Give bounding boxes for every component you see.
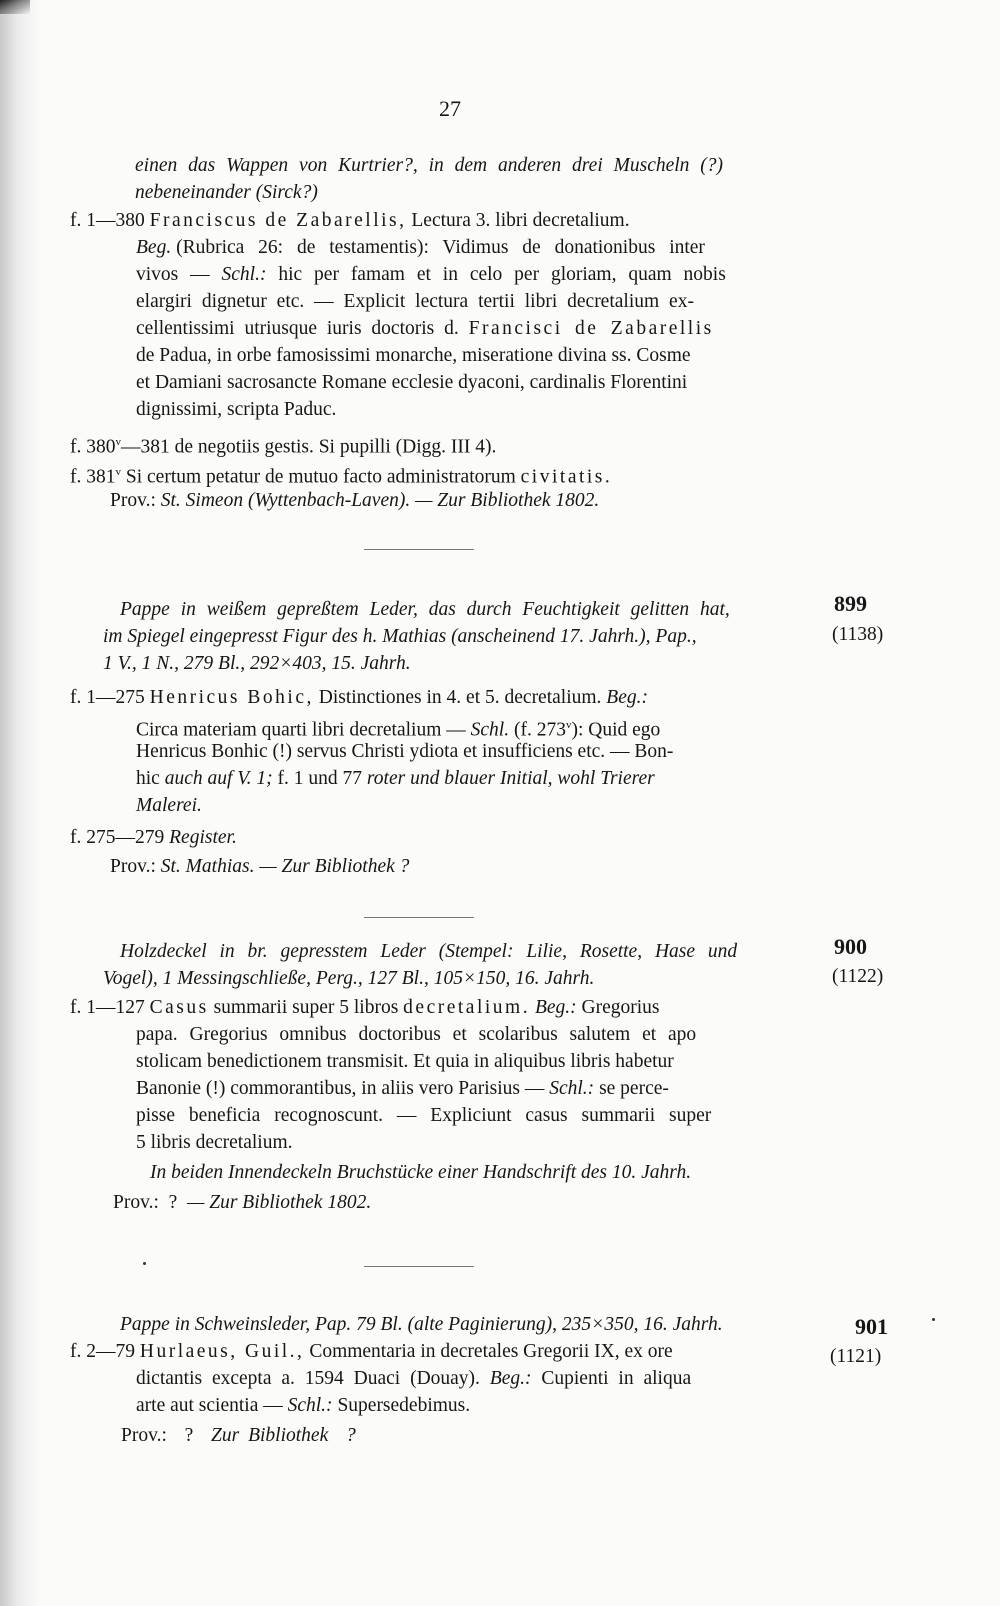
continuation-line-1: einen das Wappen von Kurtrier?, in dem anderen drei Muscheln (?)	[135, 155, 724, 176]
folio-item	[70, 995, 660, 1021]
spaced-name: Francisci de Zabarellis	[468, 318, 714, 339]
item-text-line: pisse beneficia recognoscunt. — Expliciunt casus summarii super	[136, 1105, 712, 1126]
section-divider	[364, 1266, 474, 1267]
item-author: Henricus Bohic,	[149, 687, 314, 708]
binding-description-line: Pappe in Schweinsleder, Pap. 79 Bl. (alte Paginierung), 235×350, 16. Jahrh.	[120, 1314, 723, 1335]
item-text-line	[136, 262, 726, 288]
text: Circa materiam quarti libri decretalium —	[136, 719, 466, 741]
text: arte aut scientia —	[136, 1395, 283, 1416]
text: (Rubrica 26: de testamentis): Vidimus de donationibus inter	[176, 237, 705, 258]
item-text-line: de Padua, in orbe famosissimi monarche, miseratione divina ss. Cosme	[136, 345, 691, 366]
paper-speck	[143, 1262, 146, 1265]
beg-label: Beg.	[136, 237, 172, 258]
item-text-line: dignissimi, scripta Paduc.	[136, 399, 337, 420]
prov-unknown: ?	[345, 1425, 356, 1446]
item-text-line	[136, 1076, 669, 1102]
folio-range: f. 380	[70, 436, 116, 458]
spaced-title: Casus	[149, 997, 209, 1018]
folio-range: f. 381	[70, 466, 116, 488]
provenance-line	[110, 488, 599, 514]
item-text-line: Malerei.	[136, 795, 202, 816]
text: Gregorius	[581, 997, 660, 1018]
text: cellentissimi utriusque iuris doctoris d.	[136, 318, 459, 339]
schl-label: Schl.	[470, 719, 510, 741]
paper-speck	[932, 1318, 935, 1321]
folio-range: f. 1—380	[70, 210, 145, 231]
text: Banonie (!) commorantibus, in aliis vero Parisius —	[136, 1078, 545, 1099]
prov-label: Prov.:	[110, 856, 156, 877]
shelfmark: (1121)	[830, 1346, 882, 1367]
shelfmark: (1138)	[832, 624, 884, 645]
folio-range: f. 275—279	[70, 827, 165, 848]
text: se perce-	[599, 1078, 669, 1099]
text: hic per famam et in celo per gloriam, quam nobis	[278, 264, 726, 285]
folio-item	[70, 1339, 673, 1365]
text: Supersedebimus.	[337, 1395, 471, 1416]
item-text-line: et Damiani sacrosancte Romane ecclesie dyaconi, cardinalis Florentini	[136, 372, 688, 393]
page-number: 27	[439, 96, 461, 121]
item-author: Hurlaeus, Guil.,	[139, 1341, 305, 1362]
folio-range: f. 1—275	[70, 687, 145, 708]
item-title: Commentaria in decretales Gregorii IX, ex ore	[309, 1341, 673, 1362]
beg-label: Beg.:	[489, 1368, 532, 1389]
verso-mark: v	[115, 466, 121, 478]
text: dictantis excepta a. 1594 Duaci (Douay).	[136, 1368, 480, 1389]
beg-label: Beg.:	[534, 997, 577, 1018]
prov-label: Prov.:	[121, 1425, 167, 1446]
text: hic	[136, 768, 160, 789]
prov-unknown: ?	[184, 1425, 194, 1446]
prov-text: St. Mathias. — Zur Bibliothek ?	[160, 856, 410, 877]
prov-label: Prov.:	[110, 490, 156, 511]
entry-number: 900	[834, 934, 867, 959]
schl-label: Schl.:	[287, 1395, 333, 1416]
provenance-line	[110, 854, 409, 880]
item-title: Register.	[169, 827, 237, 848]
note-line: In beiden Innendeckeln Bruchstücke einer Handschrift des 10. Jahrh.	[150, 1162, 692, 1183]
schl-label: Schl.:	[549, 1078, 595, 1099]
folio-item	[70, 429, 496, 461]
entry-number: 899	[834, 591, 867, 616]
item-title: summarii super 5 libros	[213, 997, 399, 1018]
binding-description-line: Holzdeckel in br. gepresstem Leder (Stempel: Lilie, Rosette, Hase und	[120, 941, 738, 962]
folio-item	[70, 685, 648, 711]
italic-note: auch auf V. 1;	[164, 768, 273, 789]
item-text-line	[136, 1366, 691, 1392]
folio-item	[70, 208, 630, 234]
beg-label: Beg.:	[606, 687, 648, 708]
text: vivos —	[136, 264, 210, 285]
binding-description-line: im Spiegel eingepresst Figur des h. Mathias (anscheinend 17. Jahrh.), Pap.,	[103, 626, 697, 647]
binding-description-line: Pappe in weißem gepreßtem Leder, das durch Feuchtigkeit gelitten hat,	[120, 599, 730, 620]
item-text-line: Henricus Bonhic (!) servus Christi ydiota et insufficiens etc. — Bon-	[136, 741, 674, 762]
prov-text: Zur Bibliothek	[211, 1425, 329, 1446]
folio-item	[70, 825, 237, 851]
prov-unknown: ?	[168, 1192, 178, 1213]
section-divider	[364, 917, 474, 918]
text: Si certum petatur de mutuo facto administratorum	[125, 466, 516, 488]
item-text-line	[136, 316, 714, 342]
item-text-line: 5 libris decretalium.	[136, 1132, 293, 1153]
folio-range: f. 1—127	[70, 997, 145, 1018]
provenance-line	[121, 1423, 356, 1449]
item-author: Franciscus de Zabarellis,	[149, 210, 407, 231]
provenance-line	[113, 1190, 371, 1216]
page-edge-shadow	[0, 0, 40, 1606]
page-corner-shadow	[0, 0, 30, 14]
verso-mark: v	[115, 436, 121, 448]
item-title: Lectura 3. libri decretalium.	[411, 210, 630, 231]
item-text-line: elargiri dignetur etc. — Explicit lectura tertii libri decretalium ex-	[136, 291, 694, 312]
spaced-word: civitatis.	[520, 466, 613, 488]
text: f. 1 und 77	[277, 768, 363, 789]
binding-description-line: Vogel), 1 Messingschließe, Perg., 127 Bl., 105×150, 16. Jahrh.	[103, 968, 595, 989]
binding-description-line: 1 V., 1 N., 279 Bl., 292×403, 15. Jahrh.	[103, 653, 411, 674]
italic-note: roter und blauer Initial, wohl Trierer	[366, 768, 655, 789]
prov-text: St. Simeon (Wyttenbach-Laven). — Zur Bibliothek 1802.	[160, 490, 600, 511]
text: ): Quid ego	[571, 719, 661, 741]
text: Cupienti in aliqua	[541, 1368, 692, 1389]
continuation-line-2: nebeneinander (Sirck?)	[135, 182, 318, 203]
text: (f. 273	[513, 719, 566, 741]
verso-mark: v	[565, 719, 572, 731]
item-text-line	[136, 1393, 470, 1419]
item-title: Distinctiones in 4. et 5. decretalium.	[318, 687, 602, 708]
section-divider	[364, 549, 474, 550]
folio-range: f. 2—79	[70, 1341, 135, 1362]
prov-label: Prov.:	[113, 1192, 159, 1213]
item-text-line: papa. Gregorius omnibus doctoribus et scolaribus salutem et apo	[136, 1024, 697, 1045]
entry-number: 901	[855, 1314, 888, 1339]
prov-text: — Zur Bibliothek 1802.	[187, 1192, 372, 1213]
shelfmark: (1122)	[832, 966, 884, 987]
text: —381 de negotiis gestis. Si pupilli (Digg. III 4).	[121, 436, 497, 458]
schl-label: Schl.:	[221, 264, 267, 285]
folio-item	[70, 459, 612, 491]
spaced-title: decretalium.	[403, 997, 531, 1018]
item-text-line	[136, 235, 705, 261]
item-text-line	[136, 766, 655, 792]
item-text-line: stolicam benedictionem transmisit. Et quia in aliquibus libris habetur	[136, 1051, 674, 1072]
